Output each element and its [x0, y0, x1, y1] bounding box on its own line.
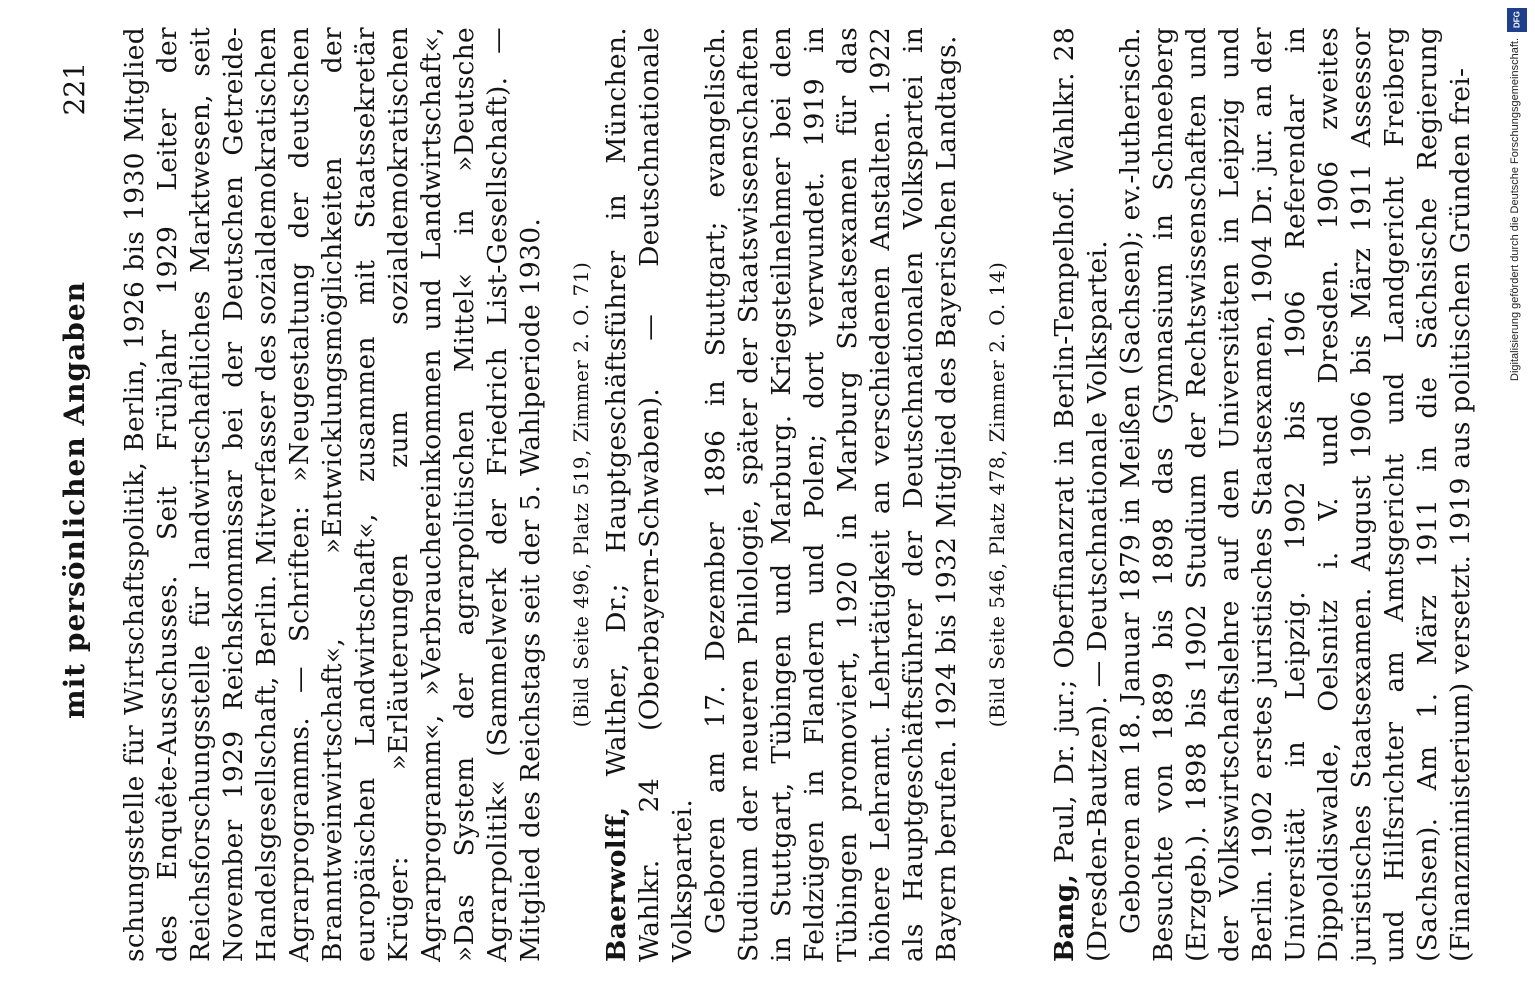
- entry-body: Geboren am 17. Dezember 1896 in Stuttgart; evangelisch. Studium der neueren Philologie, später der Staatswissenschaften in Stuttgart, Tübingen und Marburg. Kriegsteilnehmer bei den Feldzügen in Flandern und Polen; dort verwundet. 1919 in Tübingen promoviert, 1920 in Marburg Staatsexamen für das höhere Lehramt. Lehrtätigkeit an verschiedenen Anstalten. 1922 als Hauptgeschäftsführer der Deutschnationalen Volkspartei in Bayern berufen. 1924 bis 1932 Mitglied des Bayerischen Landtags.: [700, 27, 962, 962]
- entry-heading: [600, 27, 699, 962]
- page-number: 221: [58, 62, 91, 116]
- entry-heading: [1048, 27, 1114, 962]
- dfg-logo-icon: DFG: [1507, 8, 1527, 32]
- page-header: [58, 0, 98, 1000]
- photo-caption: (Bild Seite 496, Platz 519, Zimmer 2. O. 71): [569, 261, 593, 728]
- entry-bang: [1048, 27, 1477, 962]
- digitization-sidebar: [1501, 4, 1533, 994]
- entry-body: Geboren am 18. Januar 1879 in Meißen (Sachsen); ev.-lutherisch. Besuchte von 1889 bis 1898 das Gymnasium in Schneeberg (Erzgeb.). 1898 bis 1902 Studium der Rechtswissenschaften und der Volkswirtschaftslehre auf den Universitäten in Leipzig und Berlin. 1902 erstes juristisches Staatsexamen, 1904 Dr. jur. an der Universität in Leipzig. 1902 bis 1906 Referendar in Dippoldiswalde, Oelsnitz i. V. und Dresden. 1906 zweites juristisches Staatsexamen. August 1906 bis März 1911 Assessor und Hilfsrichter am Amtsgericht und Landgericht Freiberg (Sachsen). Am 1. März 1911 in die Sächsische Regierung (Finanzministerium) versetzt. 1919 aus politischen Gründen frei-: [1115, 27, 1476, 962]
- entry-baerwolff: [600, 27, 1009, 962]
- member-name: Bang,: [1049, 873, 1080, 962]
- member-intro: Walther, Dr.; Hauptgeschäftsführer in München. Wahlkr. 24 (Oberbayern-Schwaben). — Deutschnationale Volkspartei.: [601, 27, 698, 962]
- member-intro: Paul, Dr. jur.; Oberfinanzrat in Berlin-Tempelhof. Wahlkr. 28 (Dresden-Bautzen). — Deutschnationale Volkspartei.: [1049, 27, 1113, 962]
- entry-body: schungsstelle für Wirtschaftspolitik, Berlin, 1926 bis 1930 Mitglied des Enquête-Ausschusses. Seit Frühjahr 1929 Leiter der Reichsforschungsstelle für landwirtschaftliches Marktwesen, seit November 1929 Reichskommissar bei der Deutschen Getreide-Handelsgesellschaft, Berlin. Mitverfasser des sozialdemokratischen Agrarprogramms. — Schriften: »Neugestaltung der deutschen Branntweinwirtschaft«, »Entwicklungsmöglichkeiten der europäischen Landwirtschaft«, zusammen mit Staatssekretär Krüger: »Erläuterungen zum sozialdemokratischen Agrarprogramm«, »Verbrauchereinkommen und Landwirtschaft«, »Das System der agrarpolitischen Mittel« in »Deutsche Agrarpolitik« (Sammelwerk der Friedrich List-Gesellschaft). — Mitglied des Reichstags seit der 5. Wahlperiode 1930.: [119, 27, 546, 962]
- running-title: mit persönlichen Angaben: [58, 280, 91, 720]
- digitization-note: Digitalisierung gefördert durch die Deutsche Forschungsgemeinschaft.: [1509, 38, 1521, 382]
- photo-caption: (Bild Seite 546, Platz 478, Zimmer 2. O. 14): [985, 261, 1009, 728]
- member-name: Baerwolff,: [601, 806, 632, 962]
- entry-continuation: [118, 27, 593, 962]
